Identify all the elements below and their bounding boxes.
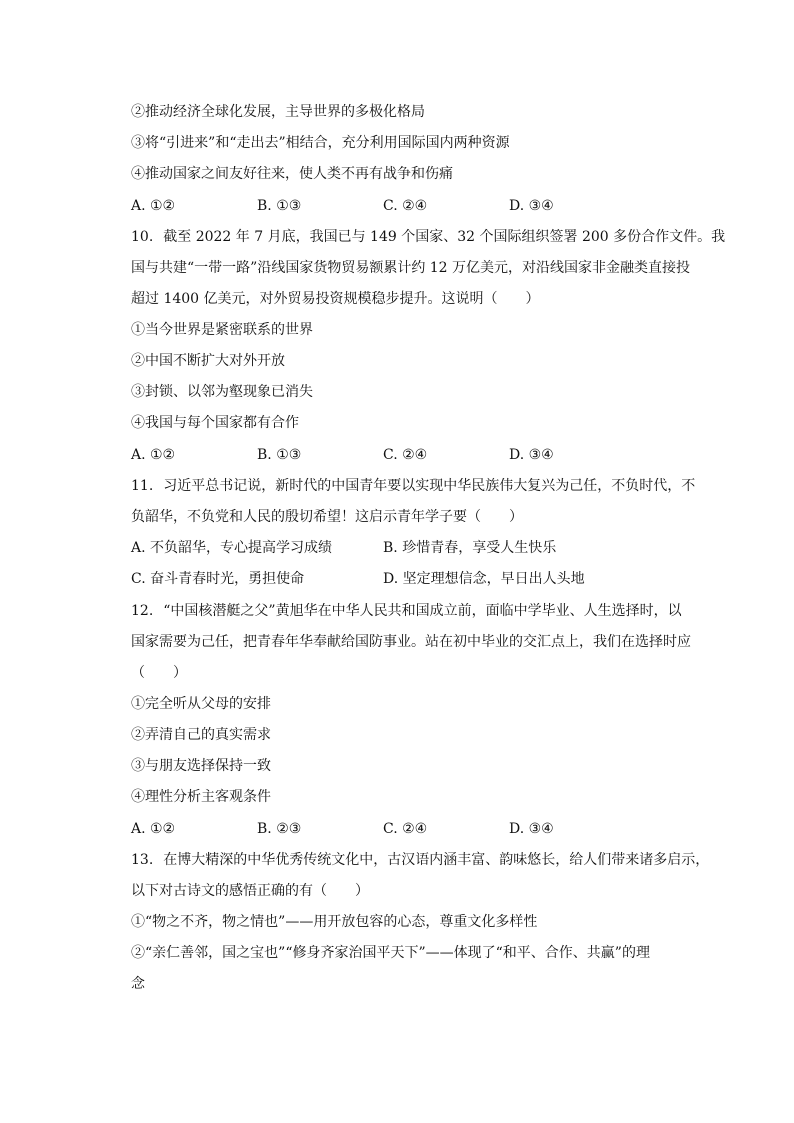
choice-a: A. 不负韶华，专心提高学习成绩 [131,540,333,556]
stem-line: （ ） [131,665,187,681]
choice-a: A. ①② [131,198,176,214]
statement: ②“亲仁善邻，国之宝也”“修身齐家治国平天下”——体现了“和平、合作、共赢”的理 [131,945,650,961]
stem-line: 在博大精深的中华优秀传统文化中，古汉语内涵丰富、韵味悠长，给人们带来诸多启示， [163,852,710,868]
statement: 念 [131,976,145,992]
choice-a: A. ①② [131,821,176,837]
statement: ④理性分析主客观条件 [131,789,271,805]
statement: ①完全听从父母的安排 [131,696,271,712]
question-number: 10. [131,229,154,245]
option-line: ④推动国家之间友好往来，使人类不再有战争和伤痛 [131,166,453,182]
stem-line: 国与共建“一带一路”沿线国家货物贸易额累计约 12 万亿美元，对沿线国家非金融类直接投 [131,260,691,276]
choice-d: D. ③④ [509,198,554,214]
question-number: 11. [131,478,154,494]
statement: ③封锁、以邻为壑现象已消失 [131,384,313,400]
question-number: 13. [131,852,154,868]
choice-c: C. ②④ [383,447,428,463]
choice-b: B. 珍惜青春，享受人生快乐 [383,540,557,556]
option-line: ②推动经济全球化发展，主导世界的多极化格局 [131,104,425,120]
stem-line: 国家需要为己任，把青春年华奉献给国防事业。站在初中毕业的交汇点上，我们在选择时应 [131,634,691,650]
stem-line: 以下对古诗文的感悟正确的有（ ） [131,883,369,899]
statement: ①“物之不齐，物之情也”——用开放包容的心态，尊重文化多样性 [131,914,538,930]
stem-line: 习近平总书记说，新时代的中国青年要以实现中华民族伟大复兴为己任，不负时代，不 [163,478,696,494]
stem-line: 负韶华，不负党和人民的殷切希望！这启示青年学子要（ ） [131,509,523,525]
statement: ④我国与每个国家都有合作 [131,415,299,431]
choice-c: C. ②④ [383,198,428,214]
stem-line: “中国核潜艇之父”黄旭华在中华人民共和国成立前，面临中学毕业、人生选择时，以 [163,603,682,619]
choice-d: D. ③④ [509,447,554,463]
statement: ②中国不断扩大对外开放 [131,353,285,369]
choice-d: D. 坚定理想信念，早日出人头地 [383,571,585,587]
choice-b: B. ①③ [257,198,302,214]
stem-line: 超过 1400 亿美元，对外贸易投资规模稳步提升。这说明（ ） [131,291,540,307]
choice-d: D. ③④ [509,821,554,837]
choice-b: B. ①③ [257,447,302,463]
choice-c: C. 奋斗青春时光，勇担使命 [131,571,305,587]
question-13-stem [131,850,709,870]
question-11-stem [131,476,695,496]
statement: ①当今世界是紧密联系的世界 [131,322,313,338]
choice-c: C. ②④ [383,821,428,837]
stem-line: 截至 2022 年 7 月底，我国已与 149 个国家、32 个国际组织签署 200 多份合作文件。我 [163,229,726,245]
choice-a: A. ①② [131,447,176,463]
choice-b: B. ②③ [257,821,302,837]
statement: ③与朋友选择保持一致 [131,758,271,774]
question-12-stem [131,601,682,621]
question-number: 12. [131,603,154,619]
statement: ②弄清自己的真实需求 [131,727,271,743]
option-line: ③将“引进来”和“走出去”相结合，充分利用国际国内两种资源 [131,135,510,151]
question-10-stem [131,227,725,247]
